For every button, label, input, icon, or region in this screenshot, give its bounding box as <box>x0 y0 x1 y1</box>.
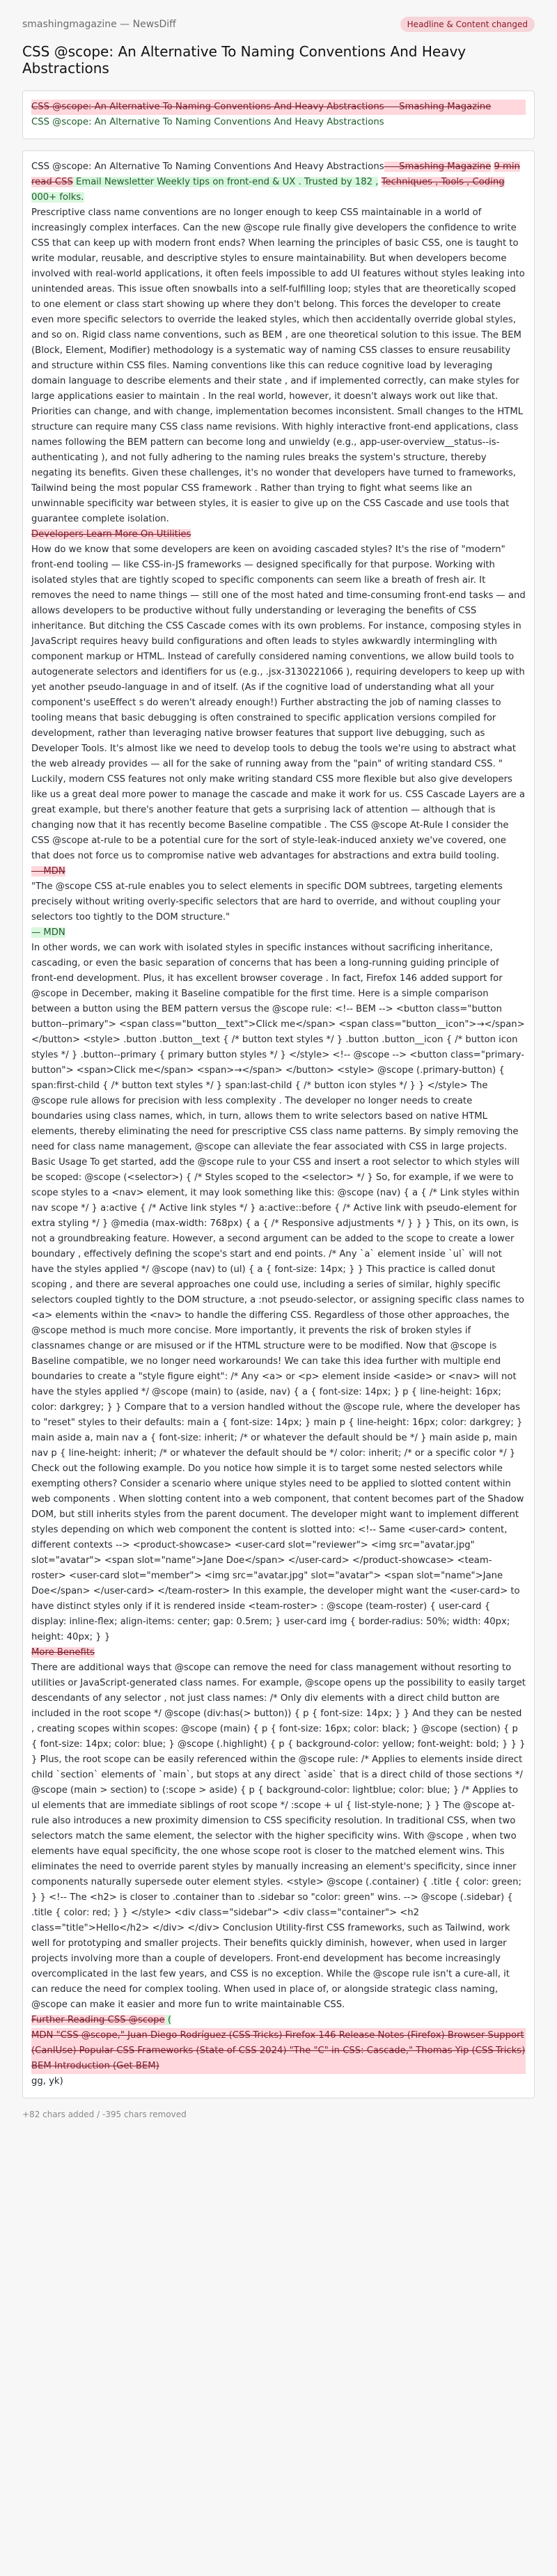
content-paragraph: In other words, we can work with isolated styles in specific instances without sacrificing inheritance, cascading, or even the basic separation of concerns that has been a long-running guiding principle of front-end development. Plus, it has excellent browser coverage . In fact, Firefox 146 added support for @scope in December, making it Baseline compatible for the first time. Here is a simple comparison between a button using the BEM pattern versus the @scope rule: <!-- BEM --> <button class="button button--primary"> <span class="button__text">Click me</span> <span class="button__icon">→</span> </button> <style> .button .button__text { /* button text styles */ } .button .button__icon { /* button icon styles */ } .button--primary { primary button styles */ } </style> <!-- @scope --> <button class="primary-button"> <span>Click me</span> <span>→</span> </button> <style> @scope (.primary-button) { span:first-child { /* button text styles */ } span:last-child { /* button icon styles */ } } </style> The @scope rule allows for precision with less complexity . The developer no longer needs to create boundaries using class names, which, in turn, allows them to write selectors based on native HTML elements, thereby eliminating the need for prescriptive CSS class name patterns. By simply removing the need for class name management, @scope can alleviate the fear associated with CSS in large projects. Basic Usage To get started, add the @scope rule to your CSS and insert a root selector to which styles will be scoped: @scope (<selector>) { /* Styles scoped to the <selector> */ } So, for example, if we were to scope styles to a <nav> element, it may look something like this: @scope (nav) { a { /* Link styles within nav scope */ } a:active { /* Active link styles */ } a:active::before { /* Active link with pseudo-element for extra styling */ } @media (max-width: 768px) { a { /* Responsive adjustments */ } } } This, on its own, is not a groundbreaking feature. However, a second argument can be added to the scope to create a lower boundary , effectively defining the scope's start and end points. /* Any `a` element inside `ul` will not have the styles applied */ @scope (nav) to (ul) { a { font-size: 14px; } } This practice is called donut scoping , and there are several approaches one could use, including a series of similar, highly specific selectors coupled tightly to the DOM structure, a :not pseudo-selector, or assigning specific class names to <a> elements within the <nav> to handle the differing CSS. Regardless of those other approaches, the @scope method is much more concise. More importantly, it prevents the risk of broken styles if classnames change or are misused or if the HTML structure were to be modified. Now that @scope is Baseline compatible, we no longer need workarounds! We can take this idea further with multiple end boundaries to create a "style figure eight": /* Any <a> or <p> element inside <aside> or <nav> will not have the styles applied */ @scope (main) to (aside, nav) { a { font-size: 14px; } p { line-height: 16px; color: darkgrey; } } Compare that to a version handled without the @scope rule, where the developer has to "reset" styles to their defaults: main a { font-size: 14px; } main p { line-height: 16px; color: darkgrey; } main aside a, main nav a { font-size: inherit; /* or whatever the default should be */ } main aside p, main nav p { line-height: inherit; /* or whatever the default should be */ color: inherit; /* or a specific color */ } Check out the following example. Do you notice how simple it is to target some nested selectors while exempting others? Consider a scenario where unique styles need to be applied to slotted content within web components . When slotting content into a web component, that content becomes part of the Shadow DOM, but still inherits styles from the parent document. The developer might want to implement different styles depending on which web component the content is slotted into: <!-- Same <user-card> content, different contexts --> <product-showcase> <user-card slot="reviewer"> <img src="avatar.jpg" slot="avatar"> <span slot="name">Jane Doe</span> </user-card> </product-showcase> <team-roster> <user-card slot="member"> <img src="avatar.jpg" slot="avatar"> <span slot="name">Jane Doe</span> </user-card> </team-roster> In this example, the developer might want the <user-card> to have distinct styles only if it is rendered inside <team-roster> : @scope (team-roster) { user-card { display: inline-flex; align-items: center; gap: 0.5rem; } user-card img { border-radius: 50%; width: 40px; height: 40px; } } <box>31 943 525 1642</box>
article-title: CSS @scope: An Alternative To Naming Conventions And Heavy Abstractions <box>22 43 466 77</box>
added-text: — MDN <box>31 927 65 938</box>
added-text: 000+ folks. <box>31 192 84 203</box>
removed-text: More Benefits <box>31 1647 95 1658</box>
headline-new: CSS @scope: An Alternative To Naming Conventions And Heavy Abstractions <box>31 117 384 127</box>
removed-text: MDN "CSS @scope," Juan Diego Rodríguez (CSS-Tricks) Firefox 146 Release Notes (Firefox) Browser Support (CanIUse) Popular CSS Frameworks (State of CSS 2024) "The "C" in CSS: Cascade," Thomas Yip (CSS-Tricks) BEM Introduction (Get BEM) <box>31 2028 526 2074</box>
change-badge: Headline & Content changed <box>400 17 535 32</box>
added-text: ( <box>164 2015 171 2025</box>
content-paragraph: Prescriptive class name conventions are no longer enough to keep CSS maintainable in a world of increasingly complex interfaces. Can the new @scope rule finally give developers the confidence to write CSS that can keep up with modern front ends? When learning the principles of basic CSS, one is taught to write modular, reusable, and descriptive styles to ensure maintainability. But when developers become involved with real-world applications, it often feels impossible to add UI features without styles leaking into unintended areas. This issue often snowballs into a self-fulfilling loop; styles that are theoretically scoped to one element or class start showing up where they don't belong. This forces the developer to create even more specific selectors to override the leaked styles, which then accidentally override global styles, and so on. Rigid class name conventions, such as BEM , are one theoretical solution to this issue. The BEM (Block, Element, Modifier) methodology is a systematic way of naming CSS classes to ensure reusability and structure within CSS files. Naming conventions like this can reduce cognitive load by leveraging domain language to describe elements and their state , and if implemented correctly, can make styles for large applications easier to maintain . In the real world, however, it doesn't always work out like that. Priorities can change, and with change, implementation becomes inconsistent. Small changes to the HTML structure can require many CSS class name revisions. With highly interactive front-end applications, class names following the BEM pattern can become long and unwieldy (e.g., app-user-overview__status--is-authenticating ), and not fully adhering to the naming rules breaks the system's structure, thereby negating its benefits. Given these challenges, it's no wonder that developers have turned to frameworks, Tailwind being the most popular CSS framework . Rather than trying to fight what seems like an unwinnable specificity war between styles, it is easier to give up on the CSS Cascade and use tools that guarantee complete isolation. <box>31 207 525 524</box>
removed-text: Techniques , Tools , Coding <box>381 177 505 187</box>
content-paragraph: There are additional ways that @scope can remove the need for class management without resorting to utilities or JavaScript-generated class names. For example, @scope opens up the possibility to easily target descendants of any selector , not just class names: /* Only div elements with a direct child button are included in the root scope */ @scope (div:has(> button)) { p { font-size: 14px; } } And they can be nested , creating scopes within scopes: @scope (main) { p { font-size: 16px; color: black; } @scope (section) { p { font-size: 14px; color: blue; } @scope (.highlight) { p { background-color: yellow; font-weight: bold; } } } } Plus, the root scope can be easily referenced within the @scope rule: /* Applies to elements inside direct child `section` elements of `main`, but stops at any direct `aside` that is a direct child of those sections */ @scope (main > section) to (:scope > aside) { p { background-color: lightblue; color: blue; } /* Applies to ul elements that are immediate siblings of root scope */ :scope + ul { list-style-none; } } The @scope at-rule also introduces a new proximity dimension to CSS specificity resolution. In traditional CSS, when two selectors match the same element, the selector with the higher specificity wins. With @scope , when two elements have equal specificity, the one whose scope root is closer to the matched element wins. This eliminates the need to override parent styles by manually increasing an element's specificity, since inner components naturally supersede outer element styles. <style> @scope (.container) { .title { color: green; } } <!-- The <h2> is closer to .container than to .sidebar so "color: green" wins. --> @scope (.sidebar) { .title { color: red; } } </style> <div class="sidebar"> <div class="container"> <h2 class="title">Hello</h2> </div> </div> Conclusion Utility-first CSS frameworks, such as Tailwind, work well for prototyping and smaller projects. Their benefits quickly diminish, however, when used in larger projects involving more than a couple of developers. Front-end development has become increasingly overcomplicated in the last few years, and CSS is no exception. While the @scope rule isn't a cure-all, it can reduce the need for complex tooling. When used in place of, or alongside strategic class naming, @scope can make it easier and more fun to write maintainable CSS. <box>31 1663 526 2010</box>
content-paragraph: How do we know that some developers are keen on avoiding cascaded styles? It's the rise of "modern" front-end tooling — like CSS-in-JS frameworks — designed specifically for that purpose. Working with isolated styles that are tightly scoped to specific components can seem like a breath of fresh air. It removes the need to name things — still one of the most hated and time-consuming front-end tasks — and allows developers to be productive without fully understanding or leveraging the benefits of CSS inheritance. But ditching the CSS Cascade comes with its own problems. For instance, composing styles in JavaScript requires heavy build configurations and often leads to styles awkwardly intermingling with component markup or HTML. Instead of carefully considered naming conventions, we allow build tools to autogenerate selectors and identifiers for us (e.g., .jsx-3130221066 ), requiring developers to keep up with yet another pseudo-language in and of itself. (As if the cognitive load of understanding what all your component's useEffect s do weren't already enough!) Further abstracting the job of naming classes to tooling means that basic debugging is often constrained to specific application versions compiled for development, rather than leveraging native browser features that support live debugging, such as Developer Tools. It's almost like we need to develop tools to debug the tools we're using to abstract what the web already provides — all for the sake of running away from the "pain" of writing standard CSS. " Luckily, modern CSS features not only make writing standard CSS more flexible but also give developers like us a great deal more power to manage the cascade and make it work for us. CSS Cascade Layers are a great example, but there's another feature that gets a surprising lack of attention — although that is changing now that it has recently become Baseline compatible . The CSS @scope At-Rule I consider the CSS @scope at-rule to be a potential cure for the sort of style-leak-induced anxiety we've covered, one that does not force us to compromise native web advantages for abstractions and extra build tooling. <box>31 544 526 861</box>
headline-diff-card <box>22 91 535 139</box>
headline-old: CSS @scope: An Alternative To Naming Conventions And Heavy Abstractions — Smashing Magazine <box>31 100 526 115</box>
content-intro: CSS @scope: An Alternative To Naming Conventions And Heavy Abstractions <box>31 162 384 172</box>
diff-stats: +82 chars added / -395 chars removed <box>22 2110 187 2119</box>
added-text: Email Newsletter Weekly tips on front-end & UX . Trusted by 182 , <box>72 177 379 187</box>
removed-text: Developers Learn More On Utilities <box>31 529 191 540</box>
content-tail: gg, yk) <box>31 2076 63 2087</box>
site-name: smashingmagazine — NewsDiff <box>22 19 176 30</box>
removed-text: 9 min read CSS <box>31 162 520 187</box>
top-bar <box>22 17 535 32</box>
content-quote: "The @scope CSS at-rule enables you to select elements in specific DOM subtrees, targeting elements precisely without writing overly-specific selectors that are hard to override, and without coupling your selectors too tightly to the DOM structure." <box>31 881 503 922</box>
content-diff-card <box>22 150 535 2098</box>
removed-text: Further Reading CSS @scope <box>31 2015 165 2025</box>
removed-text: — Smashing Magazine <box>384 162 492 172</box>
removed-text: — MDN <box>31 866 65 877</box>
